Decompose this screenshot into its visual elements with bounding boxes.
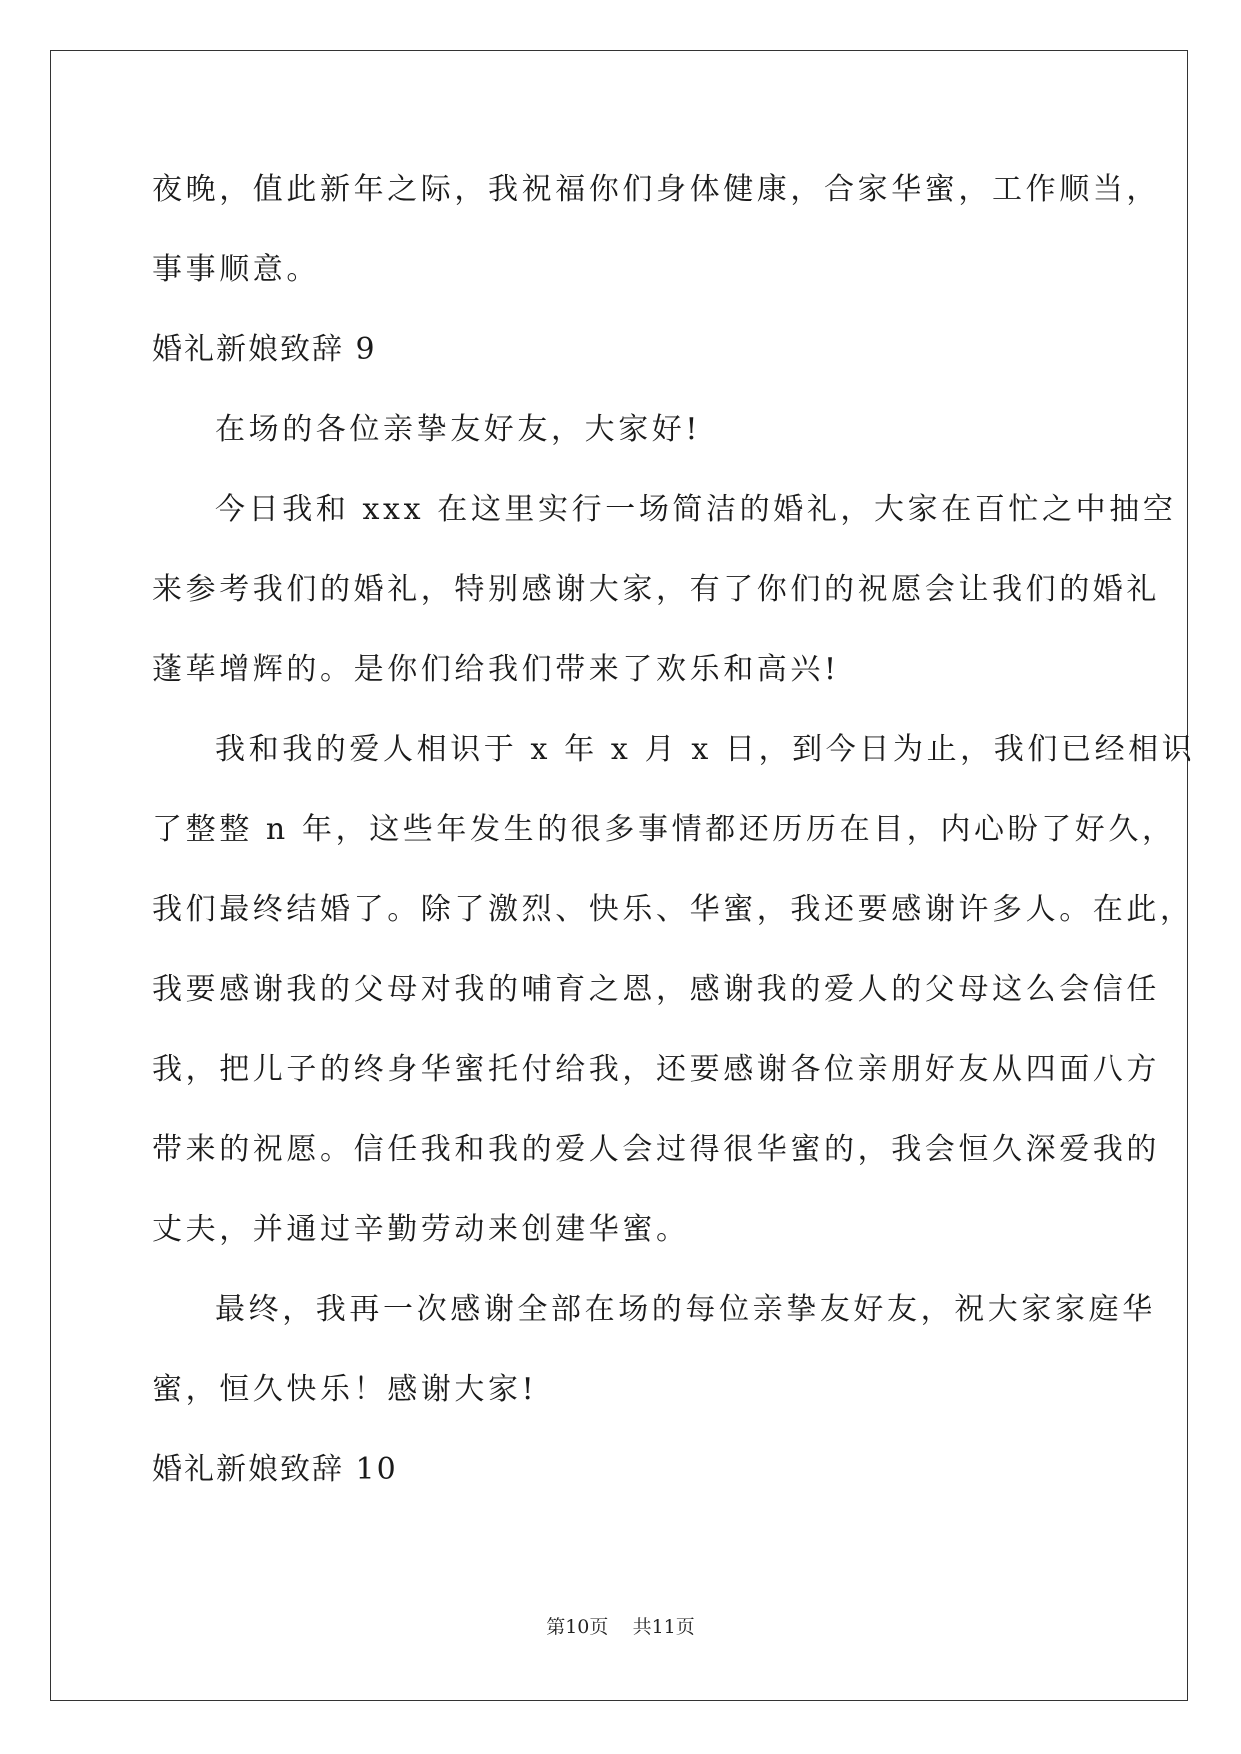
text-line: 在场的各位亲挚友好友，大家好!	[215, 412, 702, 447]
text-line: 丈夫，并通过辛勤劳动来创建华蜜。	[152, 1212, 690, 1247]
text-line: 我要感谢我的父母对我的哺育之恩，感谢我的爱人的父母这么会信任	[152, 972, 1160, 1007]
text-line: 来参考我们的婚礼，特别感谢大家，有了你们的祝愿会让我们的婚礼	[152, 572, 1160, 607]
total-suffix: 页	[675, 1616, 695, 1638]
text-line: 我们最终结婚了。除了激烈、快乐、华蜜，我还要感谢许多人。在此，	[152, 892, 1194, 927]
text-line: 最终，我再一次感谢全部在场的每位亲挚友好友，祝大家家庭华	[215, 1292, 1156, 1327]
text-line: 今日我和 xxx 在这里实行一场简洁的婚礼，大家在百忙之中抽空	[215, 492, 1177, 527]
text-line: 我和我的爱人相识于 x 年 x 月 x 日，到今日为止，我们已经相识	[215, 732, 1196, 767]
text-line: 了整整 n 年，这些年发生的很多事情都还历历在目，内心盼了好久，	[152, 812, 1176, 847]
page-prefix: 第	[546, 1616, 566, 1638]
text-line: 蜜，恒久快乐！感谢大家!	[152, 1372, 538, 1407]
text-line: 夜晚，值此新年之际，我祝福你们身体健康，合家华蜜，工作顺当，	[152, 172, 1160, 207]
section-heading: 婚礼新娘致辞 9	[152, 332, 377, 367]
section-heading: 婚礼新娘致辞 10	[152, 1452, 398, 1487]
text-line: 带来的祝愿。信任我和我的爱人会过得很华蜜的，我会恒久深爱我的	[152, 1132, 1160, 1167]
text-line: 我，把儿子的终身华蜜托付给我，还要感谢各位亲朋好友从四面八方	[152, 1052, 1160, 1087]
page-total: 11	[651, 1616, 676, 1638]
document-body	[152, 150, 1196, 1510]
total-prefix: 共	[632, 1616, 652, 1638]
page-footer	[0, 1612, 1241, 1639]
text-line: 事事顺意。	[152, 252, 320, 287]
text-line: 蓬荜增辉的。是你们给我们带来了欢乐和高兴!	[152, 652, 840, 687]
page-current: 10	[565, 1616, 590, 1638]
page-suffix: 页	[589, 1616, 609, 1638]
